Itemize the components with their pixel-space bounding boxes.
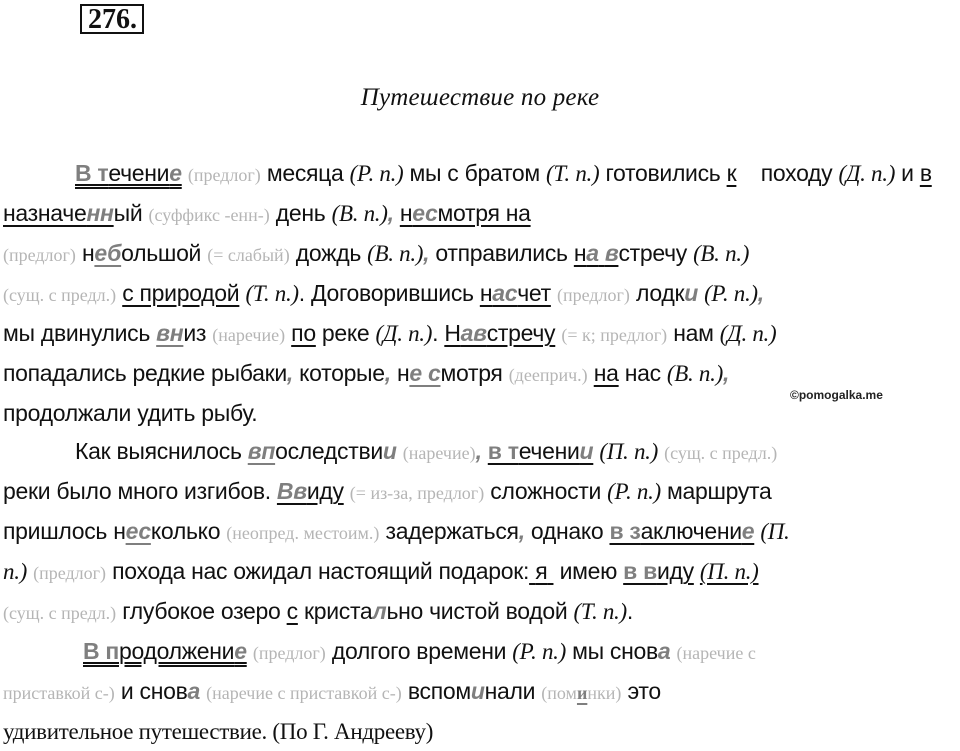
word: мы двинулись	[3, 320, 151, 346]
word: стречу	[618, 240, 687, 266]
word: маршрута	[666, 478, 772, 504]
word: попадались редкие рыбаки	[3, 360, 287, 386]
case-note: (П. п.)	[699, 559, 759, 584]
word: месяца	[266, 160, 344, 186]
word: удивительное путешествие. (По Г. Андрееву)	[3, 719, 434, 744]
word: в течении	[487, 438, 594, 464]
note: (дееприч.)	[508, 365, 588, 385]
word: походу	[760, 160, 833, 186]
case-note: (П.	[760, 519, 790, 544]
note: (наречие с	[676, 643, 756, 663]
word: по	[291, 320, 316, 346]
word: сложности	[490, 478, 602, 504]
word: насчет	[479, 280, 551, 306]
word: вниз	[156, 320, 207, 346]
note: (неопред. местоим.)	[226, 523, 380, 543]
word: глубокое озеро	[122, 598, 281, 624]
word: Ввиду	[276, 478, 344, 504]
note: (сущ. с предл.)	[664, 443, 778, 463]
word: В течение	[75, 160, 182, 186]
note: (предлог)	[3, 245, 76, 265]
case-note: (Д. п.)	[719, 321, 777, 346]
note: (= из-за, предлог)	[349, 483, 485, 503]
note: приставкой с-)	[3, 683, 115, 703]
case-note: (В. п.)	[367, 241, 424, 266]
word: несмотря на	[399, 200, 531, 226]
case-note: (Р. п.)	[349, 161, 404, 186]
note: (сущ. с предл.)	[3, 285, 117, 305]
note: (= слабый)	[207, 245, 290, 265]
word: впоследствии	[247, 438, 397, 464]
word: нас	[624, 360, 661, 386]
word: долгого времени	[331, 638, 507, 664]
word: имею	[559, 558, 618, 584]
word: Навстречу	[444, 320, 556, 346]
case-note: (Р. п.)	[512, 639, 566, 664]
word: ый	[113, 200, 143, 226]
text-title: Путешествие по реке	[360, 84, 600, 111]
note: (наречие с приставкой с-)	[206, 683, 402, 703]
word: отправились	[435, 240, 568, 266]
word: и	[901, 160, 914, 186]
word: нам	[673, 320, 714, 346]
word: это	[627, 678, 661, 704]
paragraph-1: В течение (предлог) месяца (Р. п.) мы с братом (Т. п.) готовились к походу (Д. п.) и в назначенный (суффикс -енн-) день (В. п.), несмотря на (предлог) небольшой (= слабый) дождь (В. п.), отправились на встречу (В. п.) (сущ. с предл.) с природой (Т. п.). Договорившись насчет (предлог) лодки (Р. п.), мы двинулись вниз (наречие) по реке (Д. п.). Навстречу (= к; предлог) нам (Д. п.) попадались редкие рыбаки, которые, не смотря (дееприч.) на нас (В. п.), продолжали удить рыбу.	[3, 160, 932, 426]
note: (предлог)	[252, 643, 326, 663]
word: не смотря	[396, 360, 503, 386]
word: пришлось	[3, 518, 108, 544]
word: с природой	[122, 280, 240, 306]
text-body	[3, 154, 958, 751]
word: в заключение	[609, 518, 755, 544]
note: (наречие)	[402, 443, 476, 463]
paragraph-3	[3, 632, 958, 751]
case-note: (В. п.)	[331, 201, 388, 226]
case-note: (Т. п.)	[546, 161, 600, 186]
word: мы с братом	[409, 160, 540, 186]
word: мы снова	[572, 638, 671, 664]
case-note: (В. п.)	[693, 241, 750, 266]
note: (= к; предлог)	[561, 325, 668, 345]
case-note: (В. п.)	[666, 361, 723, 386]
case-note: п.)	[3, 559, 28, 584]
word: кристально чистой водой	[303, 598, 568, 624]
word: В продолжение	[83, 638, 247, 664]
word: на	[593, 360, 619, 386]
word: однако	[530, 518, 604, 544]
word: Договорившись	[310, 280, 474, 306]
word: продолжали удить рыбу.	[3, 400, 258, 426]
word: снова	[139, 678, 201, 704]
word: реке	[321, 320, 370, 346]
word: к	[726, 160, 737, 186]
word: вспоминали	[407, 678, 536, 704]
word: в виду	[623, 558, 694, 584]
case-note: (Д. п.)	[838, 161, 896, 186]
note: (сущ. с предл.)	[3, 603, 117, 623]
word: с	[286, 598, 298, 624]
note: (предлог)	[556, 285, 630, 305]
word: на в	[573, 240, 619, 266]
word: лодки	[635, 280, 698, 306]
word: я	[535, 558, 548, 584]
case-note: (П. п.)	[599, 439, 658, 464]
word: Как выяснилось	[75, 438, 242, 464]
case-note: (Д. п.)	[375, 321, 433, 346]
word: дождь	[295, 240, 362, 266]
word: задержаться	[385, 518, 519, 544]
word: готовились	[605, 160, 721, 186]
word: реки было много изгибов.	[3, 478, 271, 504]
case-note: (Т. п.)	[245, 281, 299, 306]
case-note: (Р. п.)	[607, 479, 661, 504]
note: (предлог)	[187, 165, 261, 185]
note: (суффикс -енн-)	[148, 205, 270, 225]
word: которые	[299, 360, 385, 386]
paragraph-2: Как выяснилось впоследствии (наречие), в течении (П. п.) (сущ. с предл.) реки было много изгибов. Ввиду (= из-за, предлог) сложности (Р. п.) маршрута пришлось несколько (неопред. местоим.) задержаться, однако в заключение (П. п.) (предлог) похода нас ожидал настоящий подарок: я имею в виду (П. п.) (сущ. с предл.) глубокое озеро с кристально чистой водой (Т. п.).	[3, 438, 790, 624]
word: небольшой	[82, 240, 202, 266]
watermark: ©pomogalka.me	[790, 388, 883, 402]
word: несколько	[113, 518, 221, 544]
note: (поминки)	[541, 683, 622, 703]
word: в назначенн	[3, 160, 932, 226]
note: (наречие)	[212, 325, 286, 345]
case-note: (Т. п.)	[573, 599, 627, 624]
word: похода нас ожидал настоящий подарок	[112, 558, 524, 584]
word: день	[275, 200, 326, 226]
note: (предлог)	[33, 563, 107, 583]
case-note: (Р. п.)	[704, 281, 758, 306]
exercise-number: 276.	[80, 4, 144, 34]
word: и	[120, 678, 134, 704]
